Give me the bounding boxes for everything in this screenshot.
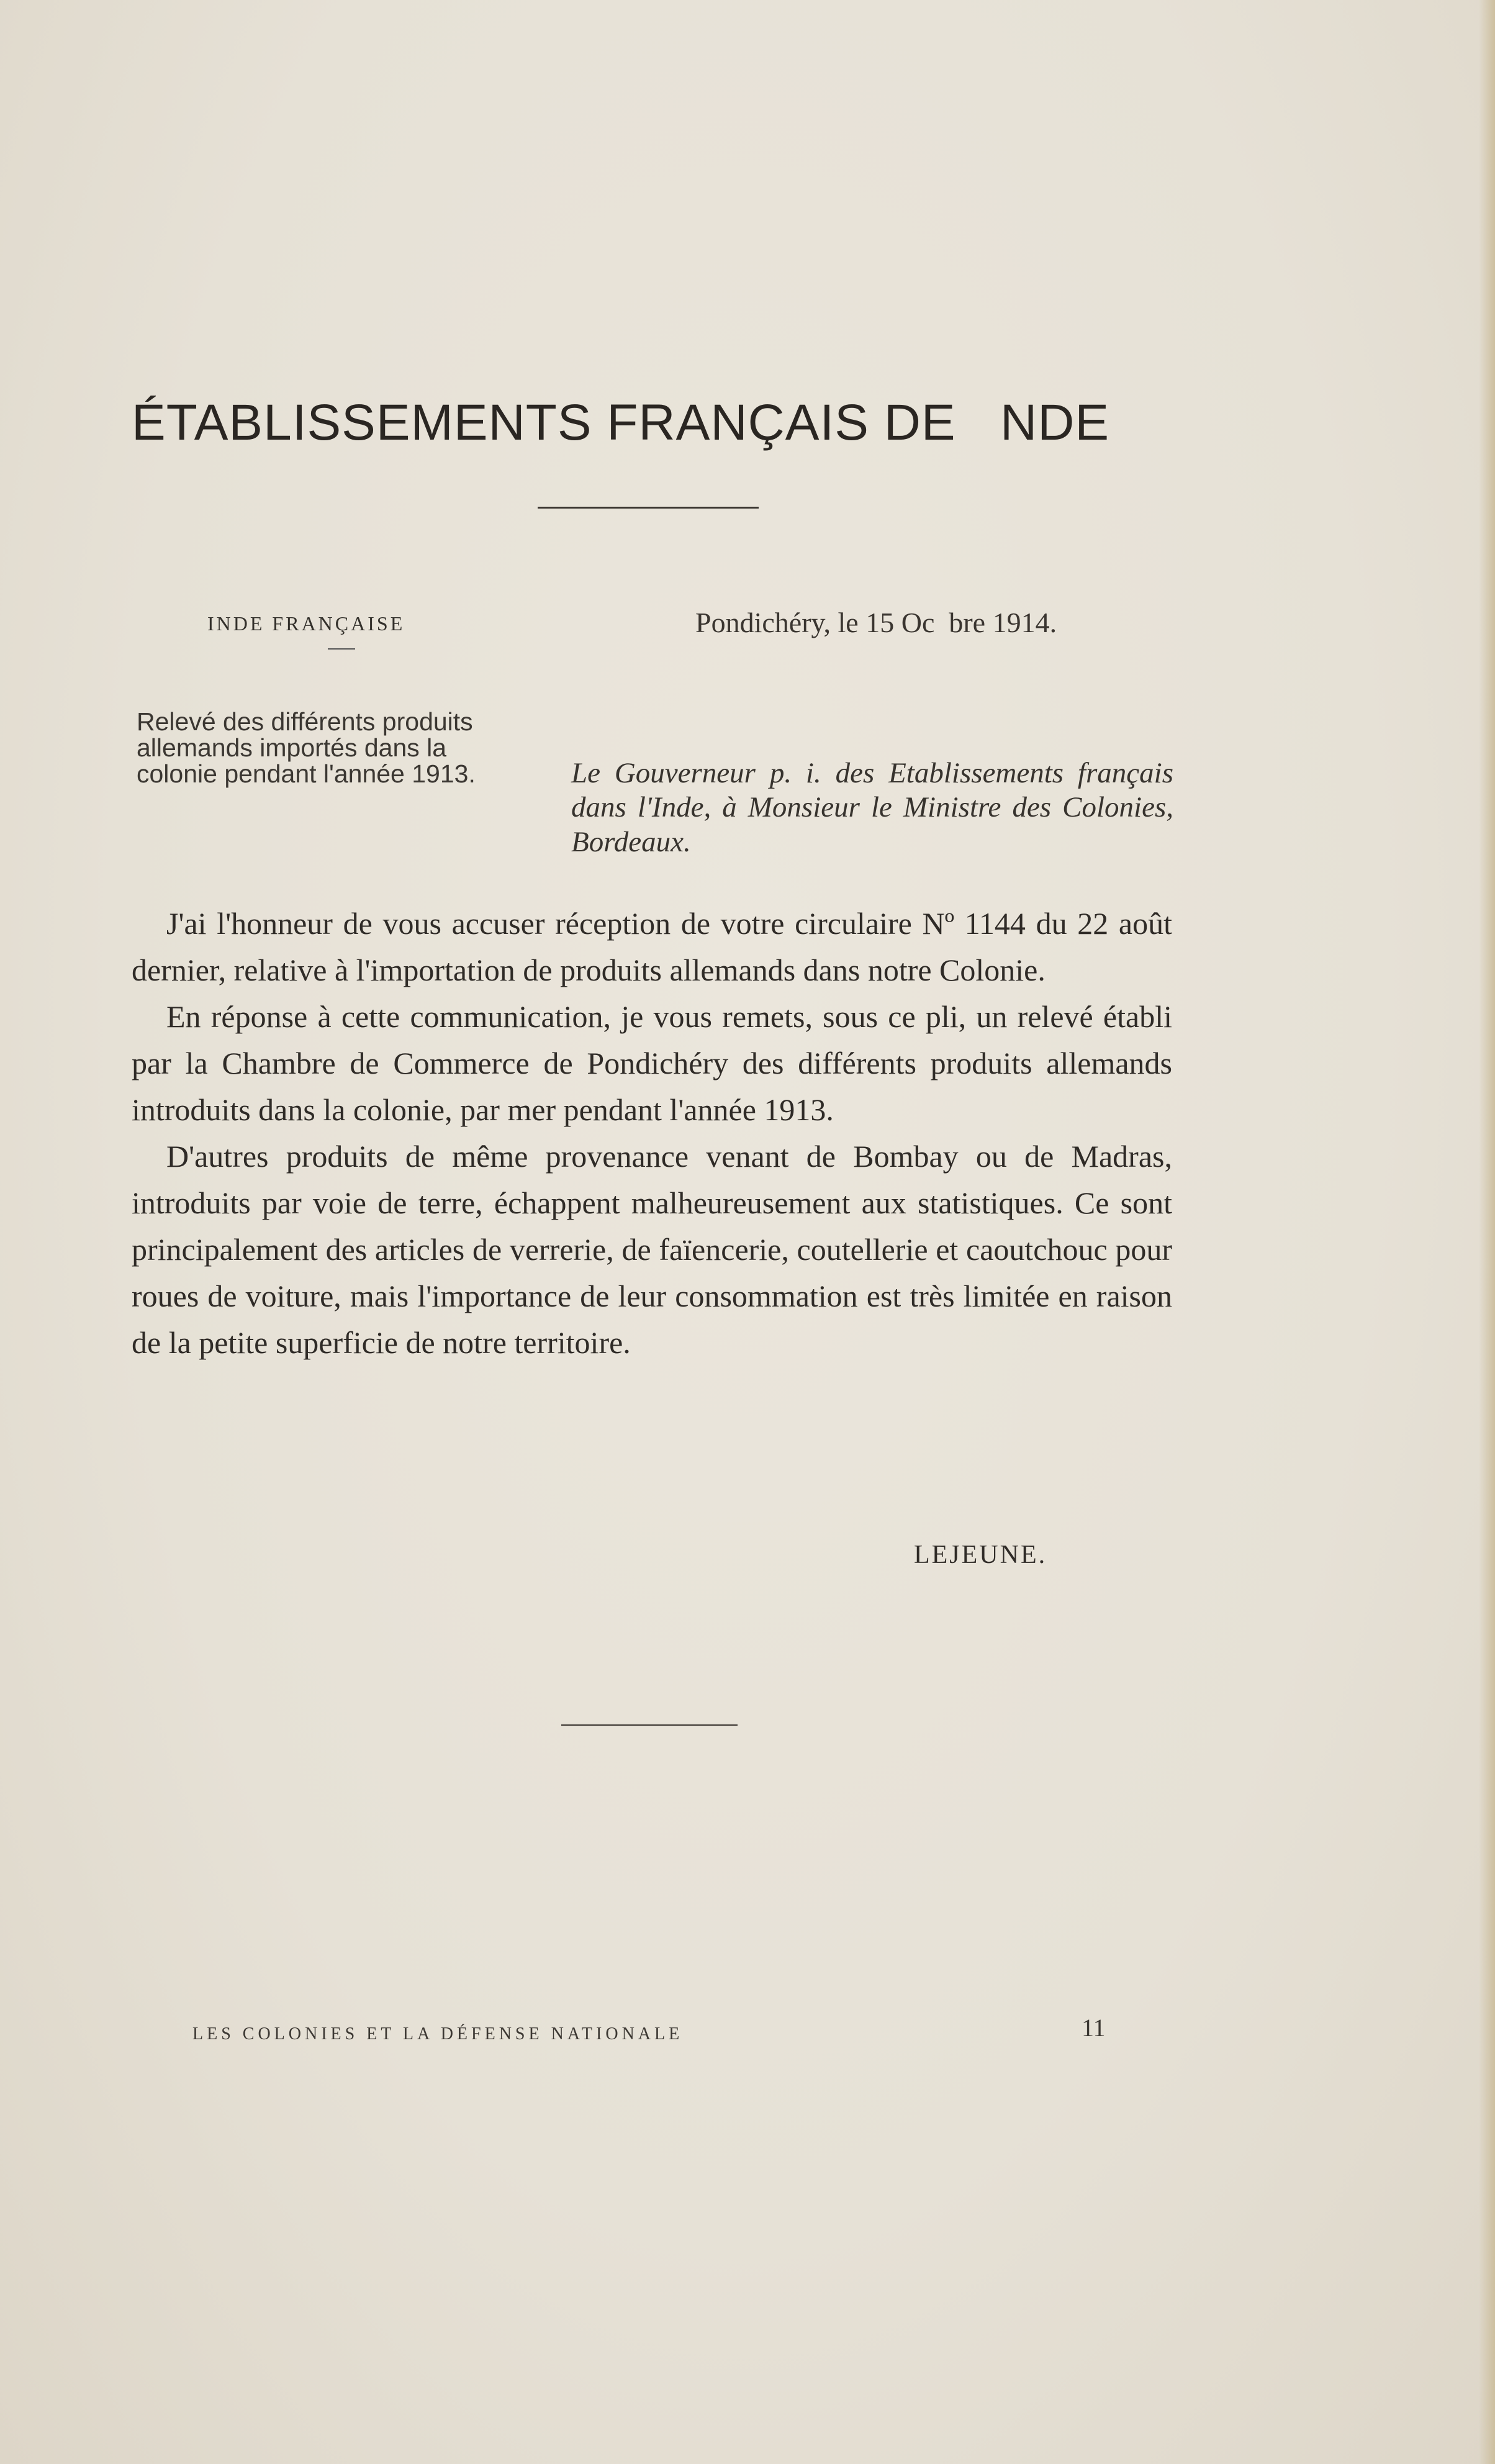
- letter-body: [132, 900, 1172, 1366]
- letter-date: Pondichéry, le 15 Oc bre 1914.: [695, 607, 1057, 638]
- page-number: 11: [1082, 2014, 1106, 2042]
- page-edge-shadow: [1479, 0, 1495, 2464]
- running-footer: LES COLONIES ET LA DÉFENSE NATIONALE: [192, 2024, 684, 2044]
- page-title: ÉTABLISSEMENTS FRANÇAIS DE NDE: [132, 394, 1110, 451]
- paragraph: En réponse à cette communication, je vous remets, sous ce pli, un relevé établi par la Chambre de Commerce de Pondichéry des différents produits allemands introduits dans la colonie, par mer pendant l'année 1913.: [132, 999, 1172, 1127]
- paragraph: D'autres produits de même provenance venant de Bombay ou de Madras, introduits par voie de terre, échappent malheureusement aux statistiques. Ce sont principalement des articles de verrerie, de faïencerie, coutellerie et caoutchouc pour roues de voiture, mais l'importance de leur consommation est très limitée en raison de la petite superficie de notre territoire.: [132, 1139, 1172, 1360]
- colony-heading: INDE FRANÇAISE: [207, 612, 405, 635]
- colony-underline: [328, 648, 355, 650]
- margin-note: Relevé des différents produits allemands importés dans la colonie pendant l'année 1913.: [137, 707, 476, 788]
- closing-divider: [561, 1724, 738, 1726]
- letter-address: Le Gouverneur p. i. des Etablissements français dans l'Inde, à Monsieur le Ministre des Colonies, Bordeaux.: [571, 757, 1173, 858]
- title-divider: [538, 507, 759, 509]
- paragraph: J'ai l'honneur de vous accuser réception de votre circulaire Nº 1144 du 22 août dernier, relative à l'importation de produits allemands dans notre Colonie.: [132, 906, 1172, 987]
- signature: LEJEUNE.: [914, 1541, 1047, 1569]
